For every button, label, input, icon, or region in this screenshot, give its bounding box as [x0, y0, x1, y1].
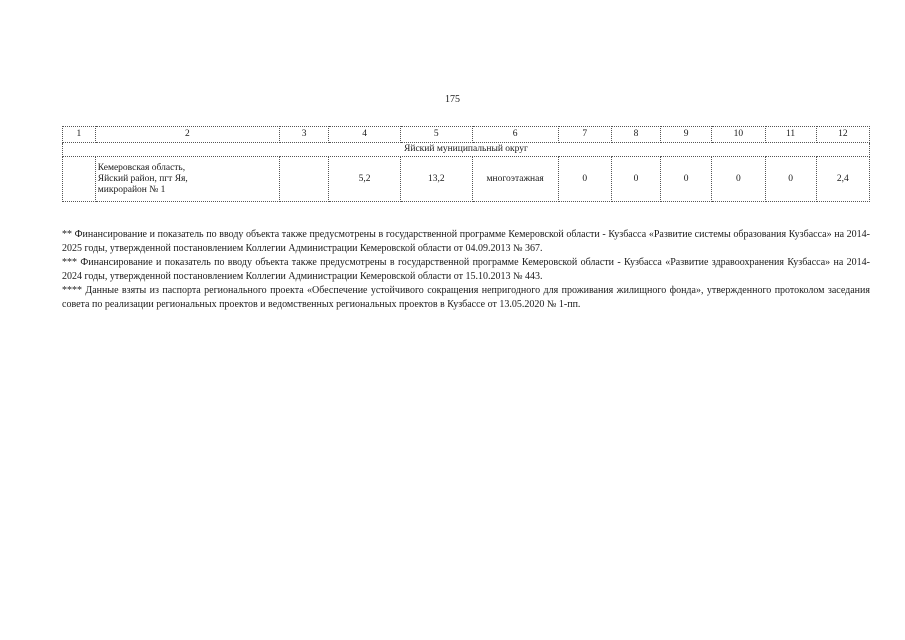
district-row	[63, 143, 870, 157]
address-line: Кемеровская область,	[97, 162, 186, 173]
table-header-cell: 12	[816, 127, 869, 143]
table-header-cell: 5	[400, 127, 472, 143]
table-cell: 0	[712, 157, 765, 202]
table-cell: 0	[765, 157, 816, 202]
address-line: Яйский район, пгт Яя,	[97, 173, 188, 184]
table-header-cell: 11	[765, 127, 816, 143]
table-header-cell: 7	[558, 127, 611, 143]
table-header-cell: 3	[280, 127, 329, 143]
table-cell	[280, 157, 329, 202]
table-row	[63, 157, 870, 202]
table-cell: 2,4	[816, 157, 869, 202]
table-cell-address	[95, 157, 279, 202]
table-cell: многоэтажная	[472, 157, 558, 202]
footnotes	[62, 228, 870, 312]
table-header-cell: 9	[661, 127, 712, 143]
table-cell: 0	[558, 157, 611, 202]
table-cell-number	[63, 157, 96, 202]
address-line: микрорайон № 1	[97, 184, 166, 195]
district-name: Яйский муниципальный округ	[63, 143, 870, 157]
data-table	[62, 126, 870, 202]
table-cell: 0	[661, 157, 712, 202]
table-header-cell: 2	[95, 127, 279, 143]
table-header-cell: 10	[712, 127, 765, 143]
footnote: *** Финансирование и показатель по вводу объекта также предусмотрены в государственной программе Кемеровской области - Кузбасса «Развитие здравоохранения Кузбасса» на 2014-2024 годы, утвержденной постановлением Коллегии Администрации Кемеровской области от 15.10.2013 № 443.	[62, 257, 870, 282]
table-cell: 13,2	[400, 157, 472, 202]
table-header-cell: 8	[611, 127, 660, 143]
table-header-cell: 1	[63, 127, 96, 143]
table-header-cell: 6	[472, 127, 558, 143]
footnote: ** Финансирование и показатель по вводу объекта также предусмотрены в государственной программе Кемеровской области - Кузбасса «Развитие системы образования Кузбасса» на 2014-2025 годы, утвержденной постановлением Коллегии Администрации Кемеровской области от 04.09.2013 № 367.	[62, 229, 870, 254]
table-header-row	[63, 127, 870, 143]
table-header-cell: 4	[329, 127, 401, 143]
footnote: **** Данные взяты из паспорта регионального проекта «Обеспечение устойчивого сокращения непригодного для проживания жилищного фонда», утвержденного протоколом заседания совета по реализации региональных проектов и ведомственных региональных проектов в Кузбассе от 13.05.2020 № 1-пп.	[62, 285, 870, 310]
table-cell: 5,2	[329, 157, 401, 202]
table-cell: 0	[611, 157, 660, 202]
page-number: 175	[445, 94, 460, 105]
